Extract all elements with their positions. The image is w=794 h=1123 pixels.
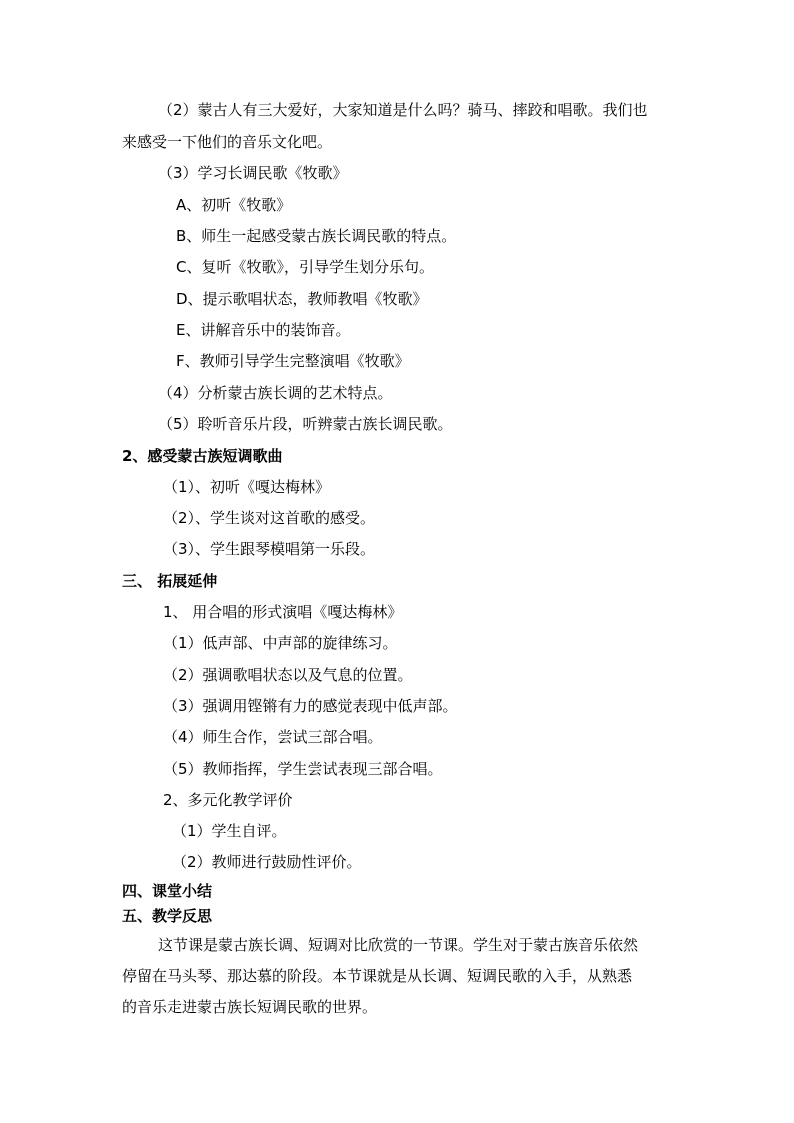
text-line: 1、 用合唱的形式演唱《嘎达梅林》: [163, 603, 403, 621]
text-line: 停留在马头琴、那达慕的阶段。本节课就是从长调、短调民歌的入手，从熟悉: [122, 967, 633, 985]
text-line: （1）、初听《嘎达梅林》: [163, 478, 331, 496]
text-line: （2）强调歌唱状态以及气息的位置。: [163, 666, 413, 684]
text-line: （4）分析蒙古族长调的艺术特点。: [158, 384, 393, 402]
text-line: E、讲解音乐中的装饰音。: [176, 321, 351, 339]
text-line: （3）强调用铿锵有力的感觉表现中低声部。: [163, 697, 458, 715]
text-line: B、师生一起感受蒙古族长调民歌的特点。: [176, 227, 457, 245]
text-line: （2）教师进行鼓励性评价。: [172, 853, 362, 871]
text-line: （2）蒙古人有三大爱好，大家知道是什么吗？骑马、摔跤和唱歌。我们也: [158, 101, 648, 119]
text-line: （3）、学生跟琴模唱第一乐段。: [163, 540, 376, 558]
text-line: （4）师生合作，尝试三部合唱。: [163, 728, 383, 746]
text-line: C、复听《牧歌》，引导学生划分乐句。: [176, 258, 434, 276]
text-line: D、提示歌唱状态，教师教唱《牧歌》: [176, 290, 428, 308]
section-heading: 五、教学反思: [122, 907, 213, 925]
section-heading: 三、 拓展延伸: [122, 572, 218, 590]
text-line: A、初听《牧歌》: [176, 196, 292, 214]
text-line: （1）学生自评。: [172, 822, 287, 840]
text-line: （1）低声部、中声部的旋律练习。: [163, 634, 398, 652]
text-line: 的音乐走进蒙古族长短调民歌的世界。: [122, 998, 378, 1016]
text-line: （3）学习长调民歌《牧歌》: [158, 164, 348, 182]
text-line: （5）教师指挥，学生尝试表现三部合唱。: [163, 760, 443, 778]
section-heading: 四、课堂小结: [122, 882, 213, 900]
text-line: （5）聆听音乐片段，听辨蒙古族长调民歌。: [158, 415, 453, 433]
section-heading: 2、感受蒙古族短调歌曲: [122, 447, 283, 465]
text-line: 这节课是蒙古族长调、短调对比欣赏的一节课。学生对于蒙古族音乐依然: [158, 936, 639, 954]
text-line: （2）、学生谈对这首歌的感受。: [163, 509, 376, 527]
text-line: 来感受一下他们的音乐文化吧。: [122, 133, 333, 151]
text-line: F、教师引导学生完整演唱《牧歌》: [176, 352, 410, 370]
text-line: 2、多元化教学评价: [163, 791, 293, 809]
